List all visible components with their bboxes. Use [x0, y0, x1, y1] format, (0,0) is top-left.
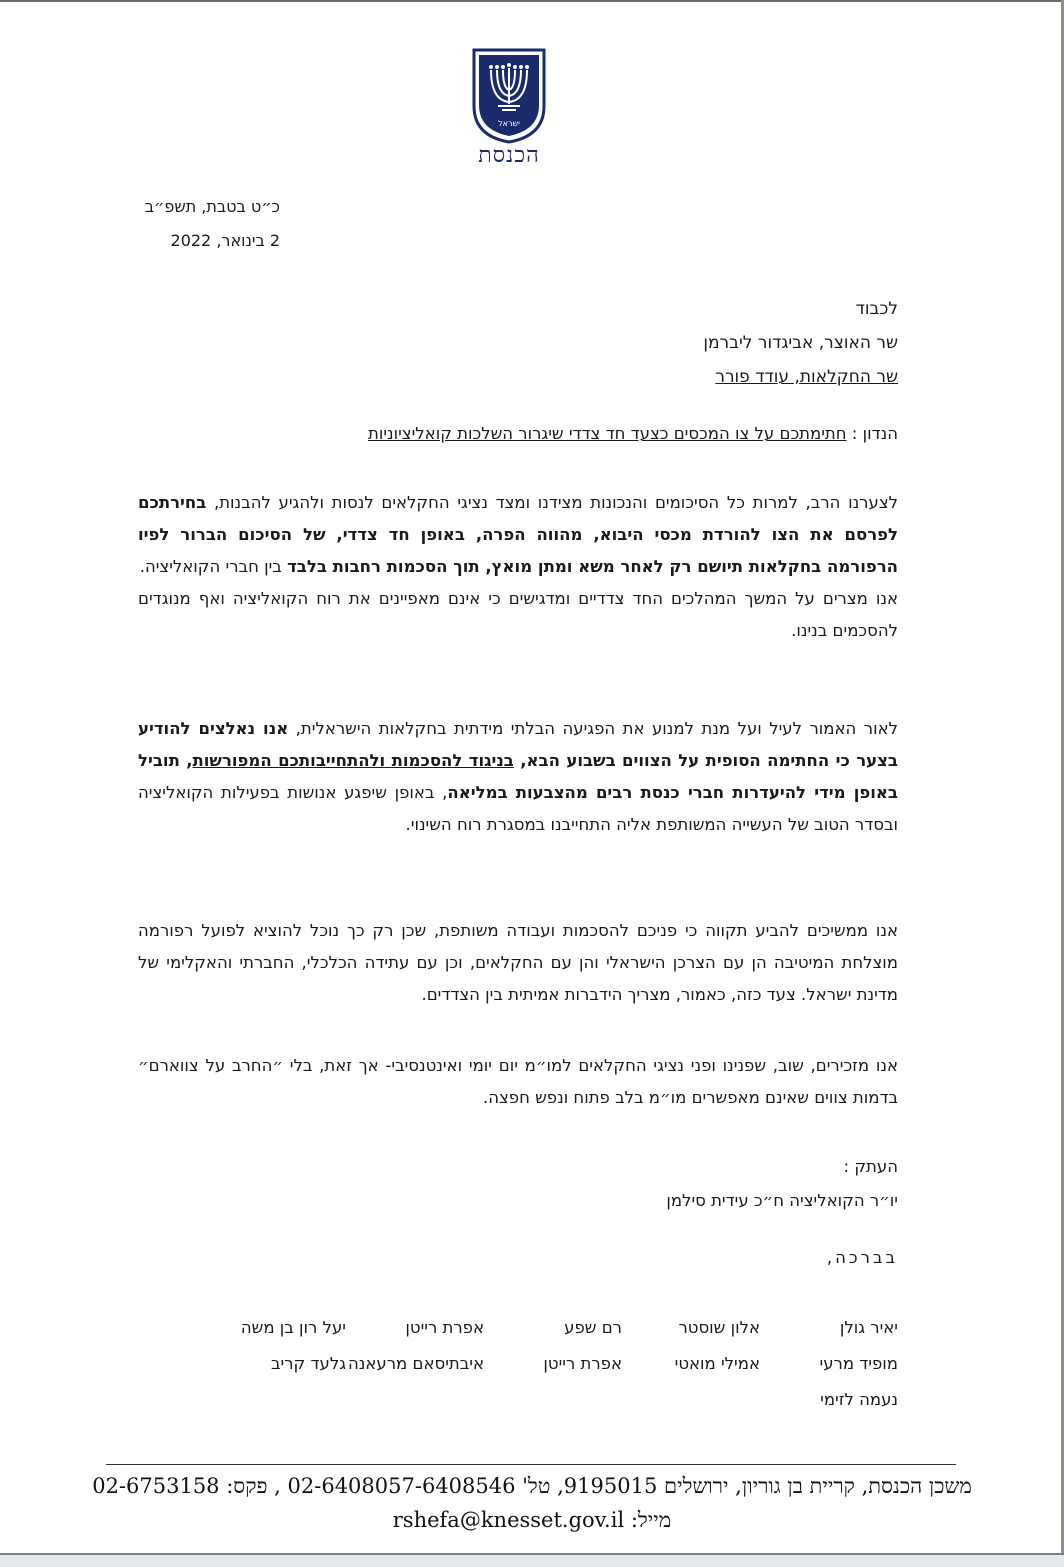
- signatory-name: רם שפע: [564, 1318, 622, 1337]
- signatories-list: [208, 1314, 898, 1414]
- p2-bold-text-b: , תוביל באופן מידי להיעדרות חברי כנסת רבים מהצבעות במליאה: [138, 751, 898, 802]
- signatory-name: יעל רון בן משה: [240, 1318, 346, 1337]
- recipient-finance-minister: שר האוצר, אביגדור ליברמן: [703, 333, 898, 353]
- knesset-wordmark: הכנסת: [478, 143, 540, 168]
- signatory-name: אלון שוסטר: [678, 1318, 760, 1337]
- p1-second-sentence: אנו מצרים על המשך המהלכים החד צדדיים ומדגישים כי אינם מאפיינים את רוח הקואליציה ואף מנוגדים להסכמים בנינו.: [138, 589, 898, 640]
- gregorian-date: 2 בינואר, 2022: [170, 231, 280, 250]
- signatory-name: אפרת רייטן: [543, 1354, 622, 1373]
- p2-bold-text-a: אנו נאלצים להודיע בצער כי החתימה הסופית על הצווים בשבוע הבא,: [138, 719, 898, 770]
- p1-bold-text: בחירתכם לפרסם את הצו להורדת מכסי היבוא, מהווה הפרה, באופן חד צדדי, של הסיכום הברור לפיו הרפורמה בחקלאות תיושם רק לאחר משא ומתן מואץ, תוך הסכמות רחבות בלבד: [138, 493, 898, 576]
- signatory-name: נעמה לזימי: [820, 1390, 898, 1409]
- signatory-name: יאיר גולן: [839, 1318, 898, 1337]
- cc-recipient: יו״ר הקואליציה ח״כ עידית סילמן: [666, 1191, 898, 1210]
- subject-label: הנדון :: [851, 424, 898, 443]
- footer-address: משכן הכנסת, קריית בן גוריון, ירושלים 9195015, טל' 02-6408057-6408546 , פקס: 02-6753158: [92, 1474, 972, 1498]
- subject-line: [368, 424, 898, 443]
- p1-text-a: לצערנו הרב, למרות כל הסיכומים והנכונות מצידנו ומצד נציגי החקלאים לנסות ולהגיע להבנות,: [206, 493, 898, 512]
- footer-divider: [106, 1464, 956, 1465]
- signatory-name: אפרת רייטן: [405, 1318, 484, 1337]
- p2-bold-underlined-text: בניגוד להסכמות ולהתחייבותכם המפורשות: [192, 751, 514, 770]
- recipient-address: [703, 292, 898, 394]
- signatory-name: אמילי מואטי: [674, 1354, 760, 1373]
- body-paragraph-4: אנו מזכירים, שוב, שפנינו ופני נציגי החקלאים למו״מ יום יומי ואינטנסיבי- אך זאת, בלי ״החרב על צווארם״ בדמות צווים שאינם מאפשרים מו״מ בלב פתוח ונפש חפצה.: [138, 1056, 898, 1107]
- emblem-inscription: ישראל: [498, 119, 520, 128]
- p1-text-b: בין חברי הקואליציה.: [139, 557, 288, 576]
- cc-label: העתק :: [843, 1157, 898, 1176]
- closing-greeting: בברכה,: [826, 1248, 898, 1267]
- scan-top-border: [0, 0, 1064, 2]
- signatory-name: מופיד מרעי: [819, 1354, 898, 1373]
- salutation: לכבוד: [855, 299, 898, 319]
- body-paragraph-1: [138, 487, 898, 647]
- body-paragraph-3: אנו ממשיכים להביע תקווה כי פניכם להסכמות ועבודה משותפת, שכן רק כך נוכל להוציא לפועל רפורמה מוצלחת המיטיבה הן עם הצרכן הישראלי והן עם החקלאים, וכן עם עתידה הכלכלי, החברתי והאקלימי של מדינת ישראל. צעד כזה, כאמור, מצריך הידברות אמיתית בין הצדדים.: [138, 921, 898, 1004]
- cc-block: [666, 1150, 898, 1218]
- body-paragraph-2: [138, 713, 898, 841]
- signatory-name: גלעד קריב: [270, 1354, 346, 1373]
- menorah-emblem-icon: [470, 48, 548, 144]
- date-block: [145, 190, 280, 258]
- subject-text: חתימתכם על צו המכסים כצעד חד צדדי שיגרור השלכות קואליציוניות: [367, 424, 847, 443]
- hebrew-date: כ״ט בטבת, תשפ״ב: [144, 197, 280, 216]
- recipient-agriculture-minister: שר החקלאות, עודד פורר: [715, 367, 898, 387]
- footer-email: מייל: rshefa@knesset.gov.il: [392, 1508, 672, 1532]
- p2-text-b: , באופן שיפגע אנושות בפעילות הקואליציה ובסדר הטוב של העשייה המשותפת אליה התחייבנו במסגרת רוח השינוי.: [138, 783, 898, 834]
- signatory-name: איבתיסאם מרעאנה: [348, 1354, 484, 1373]
- p2-text-a: לאור האמור לעיל ועל מנת למנוע את הפגיעה הבלתי מידתית בחקלאות הישראלית,: [288, 719, 898, 738]
